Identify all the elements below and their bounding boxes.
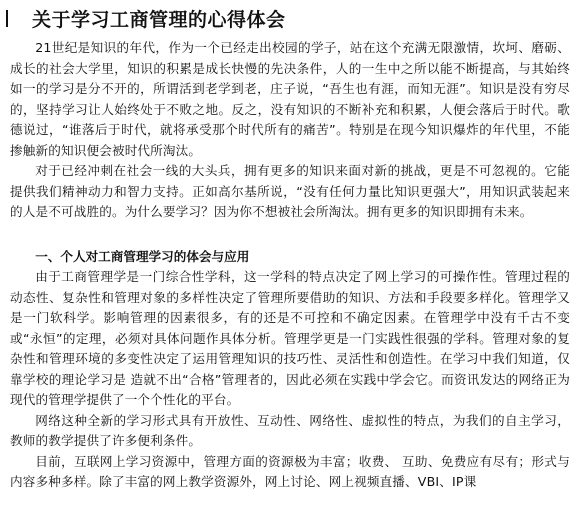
title-bar-mark — [6, 10, 8, 27]
title-row — [6, 5, 286, 31]
intro-paragraph-2: 对于已经冲刺在社会一线的大头兵，拥有更多的知识来面对新的挑战，更是不可忽视的。它能提供我们精神动力和智力支持。正如高尔基所说，“没有任何力量比知识更强大”，用知识武装起来的人是不可战胜的。为什么要学习？因为你不想被社会所淘汰。拥有更多的知识即拥有未来。 — [10, 163, 570, 219]
section-paragraph-3: 目前，互联网上学习资源中，管理方面的资源极为丰富；收费、 互助、免费应有尽有；形式与内容多种多样。除了丰富的网上教学资源外，网上讨论、网上视频直播、VBI、IP课 — [10, 453, 570, 489]
section-paragraph-1: 由于工商管理学是一门综合性学科，这一学科的特点决定了网上学习的可操作性。管理过程的动态性、复杂性和管理对象的多样性决定了管理所要借助的知识、方法和手段要多样化。管理学又是一门软科学。影响管理的因素很多，有的还是不可控和不确定因素。在管理学中没有千古不变或“永恒”的定理，必须对具体问题作具体分析。管理学更是一门实践性很强的学科。管理对象的复杂性和管理环境的多变性决定了运用管理知识的技巧性、灵活性和创造性。在学习中我们知道，仅靠学校的理论学习是 造就不出“合格”管理者的，因此必须在实践中学会它。而资讯发达的网络正为现代的管理学提供了一个个性化的平台。 — [10, 269, 570, 407]
section-heading: 一、个人对工商管理学习的体会与应用 — [35, 248, 250, 264]
section-spacer — [10, 223, 570, 247]
document-title: 关于学习工商管理的心得体会 — [32, 8, 286, 31]
section-paragraph-2: 网络这种全新的学习形式具有开放性、互动性、网络性、虚拟性的特点，为我们的自主学习，教师的教学提供了许多便利条件。 — [10, 412, 570, 448]
intro-paragraph-1: 21世纪是知识的年代，作为一个已经走出校园的学子，站在这个充满无限激情，坎坷、磨砺、成长的社会大学里，知识的积累是成长快慢的先决条件，人的一生中之所以能不断提高，与其始终如一的学习是分不开的，所谓活到老学到老，庄子说，“吾生也有涯，而知无涯”。知识是没有穷尽的，坚持学习让人始终处于不败之地。反之，没有知识的不断补充和积累，人便会落后于时代。歌德说过，“谁落后于时代，就将承受那个时代所有的痛苦”。特别是在现今知识爆炸的年代里，不能掺触新的知识便会被时代所淘汰。 — [10, 40, 570, 158]
document-body — [10, 38, 570, 493]
